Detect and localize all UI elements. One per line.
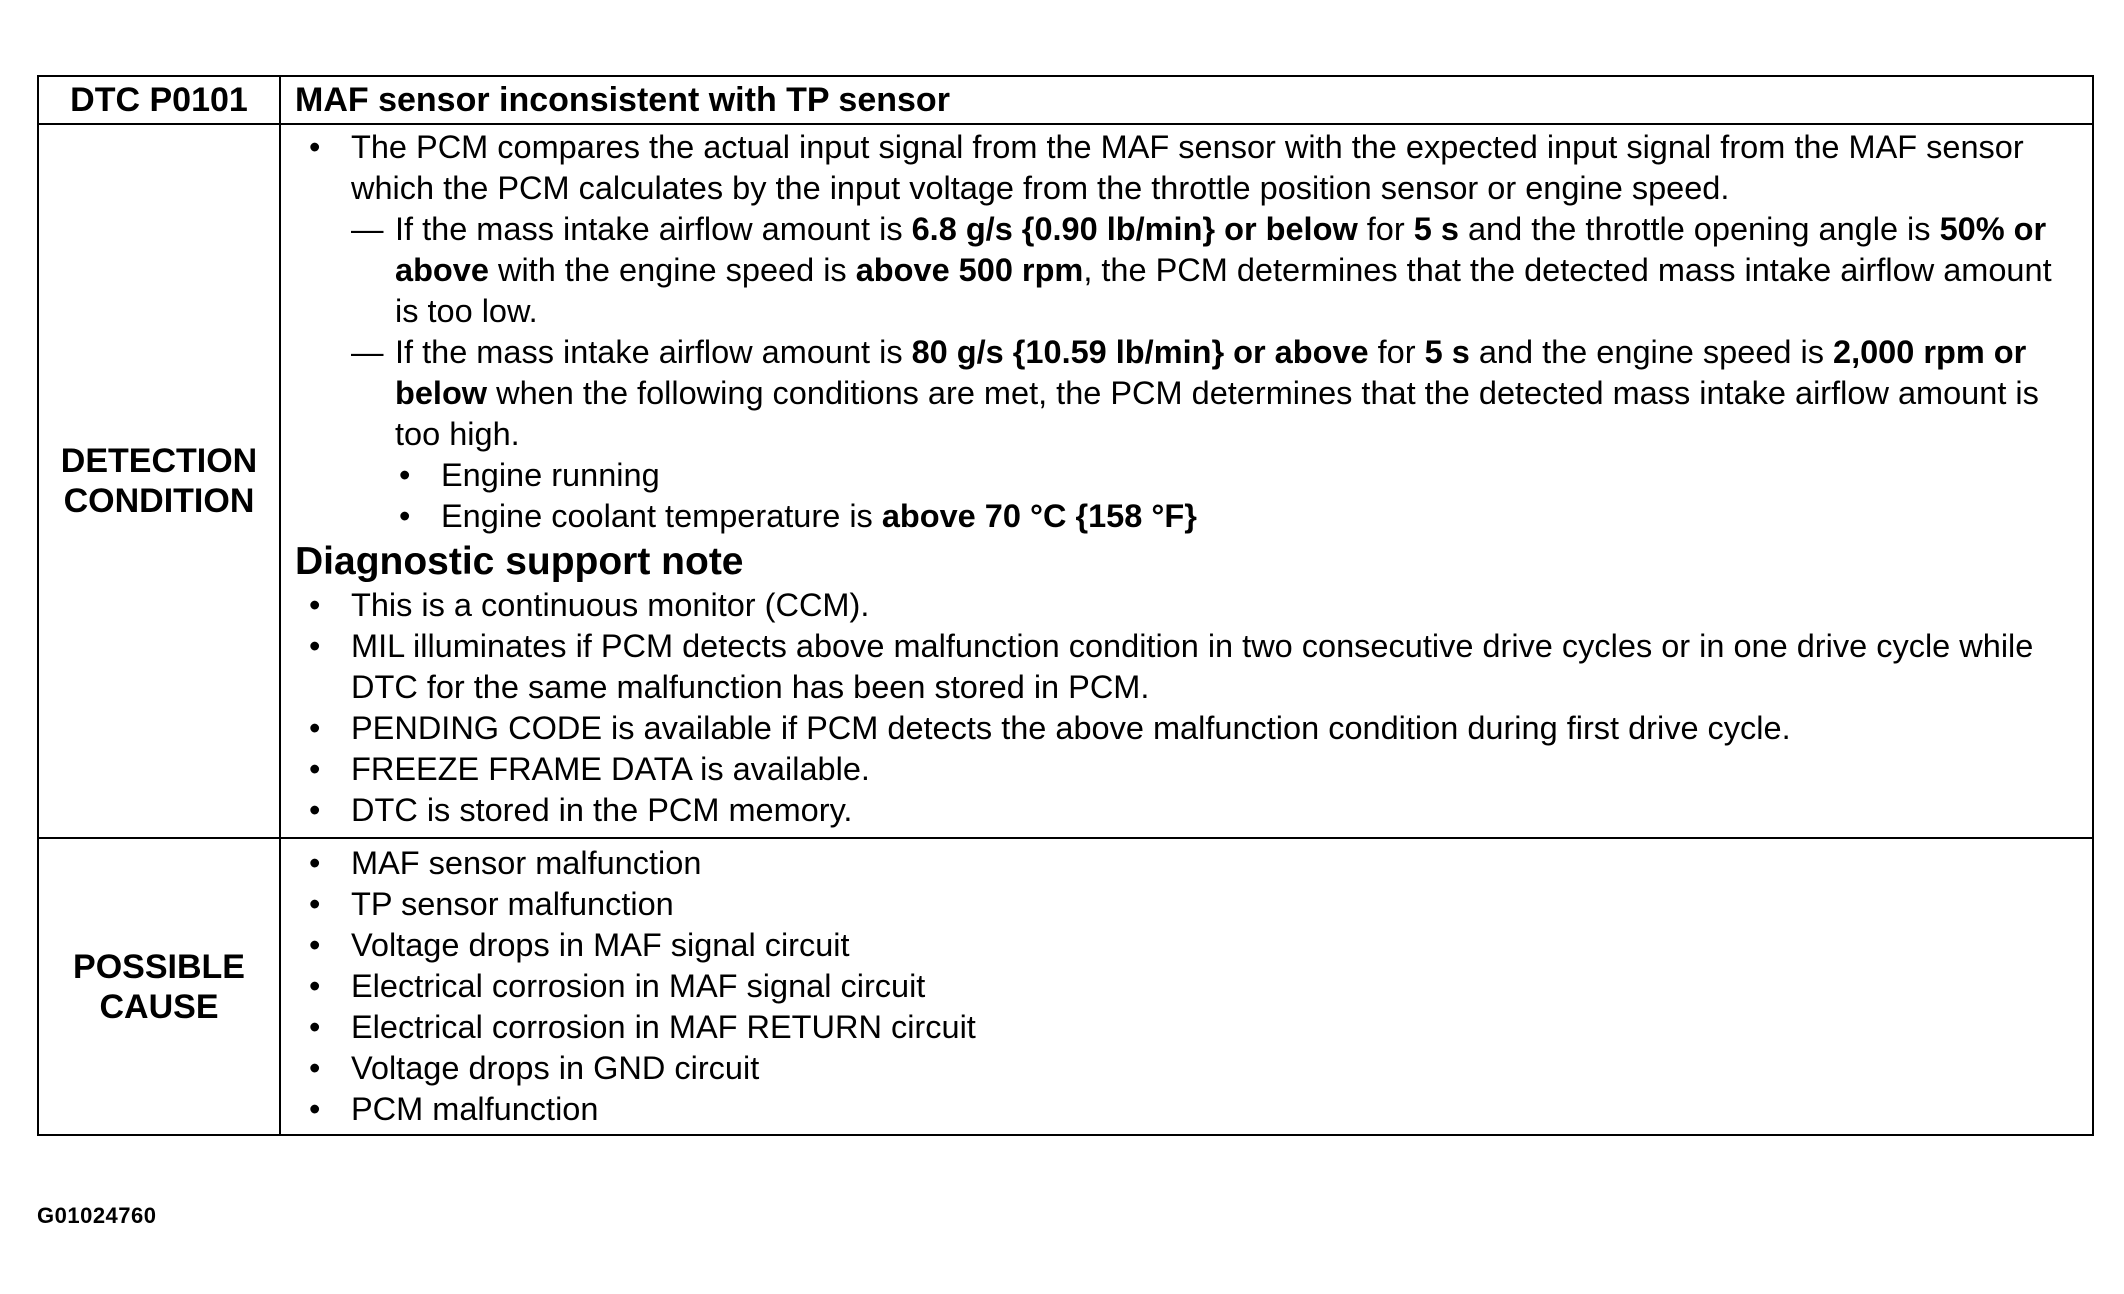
possible-cause-label-line1: POSSIBLE bbox=[73, 947, 245, 986]
dash-mark: — bbox=[351, 334, 384, 370]
cause-item: • Voltage drops in MAF signal circuit bbox=[295, 925, 2078, 966]
possible-cause-row bbox=[38, 838, 2093, 1135]
detection-row bbox=[38, 124, 2093, 838]
dtc-title: MAF sensor inconsistent with TP sensor bbox=[280, 76, 2093, 124]
cause-item: • Electrical corrosion in MAF RETURN circuit bbox=[295, 1007, 2078, 1048]
cause-item: • TP sensor malfunction bbox=[295, 884, 2078, 925]
cause-item: • Electrical corrosion in MAF signal circuit bbox=[295, 966, 2078, 1007]
condition-engine-running: • Engine running bbox=[295, 455, 2078, 496]
support-note-heading: Diagnostic support note bbox=[295, 540, 744, 583]
figure-id: G01024760 bbox=[37, 1203, 157, 1228]
cause-item: • PCM malfunction bbox=[295, 1089, 2078, 1130]
cause-item: • Voltage drops in GND circuit bbox=[295, 1048, 2078, 1089]
possible-cause-label-line2: CAUSE bbox=[99, 987, 219, 1026]
dash-mark: — bbox=[351, 211, 384, 247]
possible-cause-list bbox=[295, 843, 2078, 1130]
low-airflow-case: — If the mass intake airflow amount is 6.8 g/s {0.90 lb/min} or below for 5 s and the throttle opening angle is 50% or above with the engine speed is above 500 rpm, the PCM determines that the detected mass intake airflow amount is too low. bbox=[351, 211, 2052, 329]
condition-coolant-temp: • Engine coolant temperature is above 70 °C {158 °F} bbox=[295, 496, 2078, 537]
possible-cause-content bbox=[280, 838, 2093, 1135]
cause-item: • MAF sensor malfunction bbox=[295, 843, 2078, 884]
possible-cause-label bbox=[38, 838, 280, 1135]
dtc-code: DTC P0101 bbox=[38, 76, 280, 124]
support-note-item: • This is a continuous monitor (CCM). bbox=[295, 585, 2078, 626]
support-note-item: • FREEZE FRAME DATA is available. bbox=[295, 749, 2078, 790]
dtc-table bbox=[37, 75, 2094, 1136]
detection-intro: • The PCM compares the actual input signal from the MAF sensor with the expected input signal from the MAF sensor which the PCM calculates by the input voltage from the throttle position sensor or engine speed. bbox=[295, 127, 2078, 209]
detection-content bbox=[280, 124, 2093, 838]
detection-label bbox=[38, 124, 280, 838]
detection-list bbox=[295, 127, 2078, 537]
support-note-list bbox=[295, 585, 2078, 831]
support-note-item: • MIL illuminates if PCM detects above malfunction condition in two consecutive drive cycles or in one drive cycle while DTC for the same malfunction has been stored in PCM. bbox=[295, 626, 2078, 708]
support-note-item: • PENDING CODE is available if PCM detects the above malfunction condition during first drive cycle. bbox=[295, 708, 2078, 749]
high-airflow-case: — If the mass intake airflow amount is 80 g/s {10.59 lb/min} or above for 5 s and the engine speed is 2,000 rpm or below when the following conditions are met, the PCM determines that the detected mass intake airflow amount is too high. bbox=[351, 334, 2039, 452]
detection-label-line2: CONDITION bbox=[63, 482, 255, 520]
detection-label-line1: DETECTION bbox=[60, 442, 258, 480]
support-note-item: • DTC is stored in the PCM memory. bbox=[295, 790, 2078, 831]
header-row bbox=[38, 76, 2093, 124]
